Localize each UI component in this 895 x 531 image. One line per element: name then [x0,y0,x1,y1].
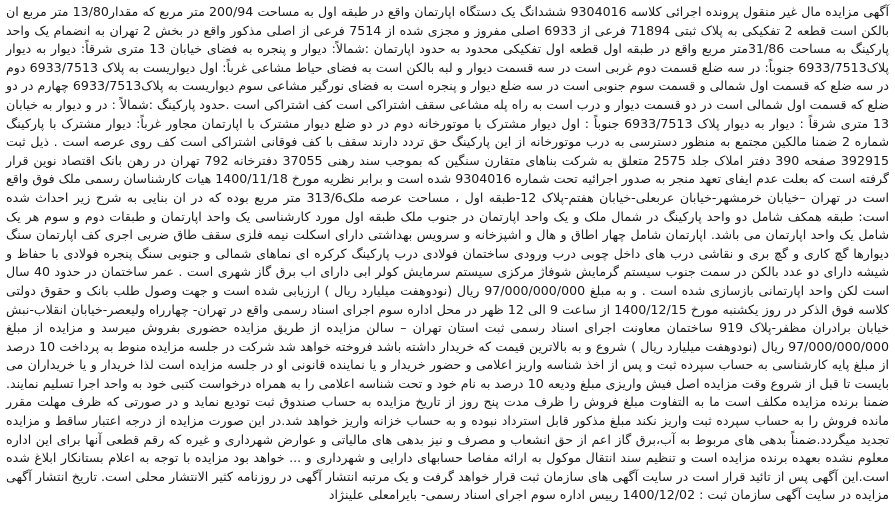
notice-body: آگهی مزایده مال غیر منقول پرونده اجرائی کلاسه 9304016 ششدانگ یک دستگاه اپارتمان واقع در طبقه اول به مساحت 200/94 متر مربع که مقدار13/80 متر مربع ان بالکن است قطعه 2 تفکیکی به پلاک ثبتی 71894 فرعی از 6933 اصلی مفروز و مجزی شده از 7514 فرعی از اصلی مذکور واقع در بخش 2 تهران به انضمام یک واحد پارکینگ به مساحت 31/86متر مربع واقع در طبقه اول قطعه اول تفکیکی محدود به حدود اپارتمان :شمالاً: دیوار و پنجره به فضای خیابان 13 متری شرقاً: دیوار به دیوار پلاک6933/7513 جنوباً: در سه ضلع قسمت دوم غربی است در سه قسمت دیوار و لبه بالکن است به فضای حیاط مشاعی غرباً: اول دیواریست به پلاک 6933/7513 دوم در سه ضلع که قسمت اول شمالی و قسمت سوم جنوبی است در سه ضلع دیوار و پنجره است به فضای نورگیر مشاعی سوم دیواریست به پلاک6933/7513 چهارم در دو ضلع که قسمت اول شمالی است در دو قسمت دیوار و درب است به راه پله مشاعی سقف اشتراکی است کف اشتراکی است .حدود پارکینگ :شمالاً : در و دیوار به خیابان 13 متری شرقاً : دیوار به دیوار پلاک 6933/7513 جنوباً : اول دیوار مشترک با موتورخانه دوم در دو ضلع دیوار مشترک با اپارتمان مجاور غرباً: دیوار مشترک با پارکینگ شماره 2 ضمنا مالکین مجتمع به منظور دسترسی به درب موتورخانه از این پارکینگ حق تردد دارند سقف با کف فوقانی اشتراکی است کف روی عرصه است . ذیل ثبت 392915 صفحه 390 دفتر املاک جلد 2575 متعلق به شرکت بناهای متقارن سنگین که بموجب سند رهنی 37055 دفترخانه 792 تهران در رهن بانک اقتصاد نوین قرار گرفته است که بعلت عدم ایفای تعهد منجر به صدور اجرائیه تحت شماره 9304016 شده است و برابر نظریه مورخ 1400/11/18 هیات کارشناسان رسمی ملک فوق واقع است در تهران –خیابان خرمشهر-خیابان عربعلی-خیابان هفتم-پلاک 12-طبقه اول ، مساحت عرصه ملک313/6 متر مربع بوده که در ان بنایی به شرح زیر احداث شده است: طبقه همکف شامل دو واحد پارکینگ در شمال ملک و یک واحد اپارتمان در جنوب ملک طبقه اول مورد کارشناسی یک واحد اپارتمان و طبقات دوم و سوم هر یک شامل یک واحد اپارتمان می باشد. اپارتمان شامل چهار اطاق و هال و اشپزخانه و سرویس بهداشتی دارای اسکلت نیمه فلزی سقف طاق ضربی اجری کف اپارتمان سنگ دیوارها گچ کاری و گچ بری و نقاشی درب های داخل چوبی درب ورودی ساختمان فولادی درب پارکینگ کرکره ای نماهای شمالی و جنوبی سنگ پنجره فولادی با حفاظ و شیشه دارای دو عدد بالکن در سمت جنوب سیستم گرمایش شوفاژ مرکزی سیستم سرمایش کولر ابی دارای اب برق گاز شهری است . عمر ساختمان در حدود 40 سال است لکن واحد اپارتمانی بازسازی شده است . و به مبلغ 97/000/000/000 ریال (نودوهفت میلیارد ریال ) ارزیابی شده است و جهت وصول طلب بانک و حقوق دولتی کلاسه فوق الذکر در روز یکشنبه مورخ 1400/12/15 از ساعت 9 الی 12 ظهر در محل اداره سوم اجرای اسناد رسمی واقع در تهران- چهارراه ولیعصر-خیابان انقلاب-نبش خیابان برادران مظفر-پلاک 919 ساختمان معاونت اجرای اسناد رسمی ثبت استان تهران – سالن مزایده از طریق مزایده حضوری بفروش میرسد و مزایده از مبلغ 97/000/000/000 ریال (نودوهفت میلیارد ریال ) شروع و به بالاترین قیمت که خریدار داشته باشد فروخته خواهد شد شرکت در جلسه مزایده منوط به پرداخت 10 درصد از مبلغ پایه کارشناسی به حساب سپرده ثبت و پس از اخذ شناسه واریز اعلامی و حضور خریدار و یا نماینده قانونی او در جلسه مزایده است لذا خریدار و یا خریداران می بایست تا قبل از شروع وقت مزایده اصل فیش واریزی مبلغ ودیعه 10 درصد به نام خود و تحت شناسه اعلامی را به همراه درخواست کتبی خود به واحد اجرا تسلیم نمایند. ضمنا برنده مزایده مکلف است ما به التفاوت مبلغ فروش را ظرف مدت پنج روز از تاریخ مزایده به حساب صندوق ثبت تودیع نماید و در صورتی که ظرف مهلت مقرر مانده فروش را به حساب سپرده ثبت واریز نکند مبلغ مذکور قابل استرداد نبوده و به حساب خزانه واریز خواهد شد.در این صورت مزایده از درجه اعتبار ساقط و مزایده تجدید میگردد.ضمناً بدهی های مربوط به آب،برق گاز اعم از حق انشعاب و مصرف و نیز بدهی های مالیاتی و عوارض شهرداری و غیره که رقم قطعی آنها برای این اداره معلوم نشده بعهده برنده مزایده است و تنظیم سند انتقال موکول به ارائه مفاصا حسابهای دارایی و شهرداری و ... خواهد بود مزایده با توجه به اعلام بستانکار ابلاغ شده است.این آگهی پس از تائید قرار است در سایت آگهی های سازمان ثبت قرار خواهد گرفت و یک مرتبه انتشار آگهی در روزنامه کثیر الانتشار محلی است. تاریخ انتشار آگهی مزایده در سایت آگهی سازمان ثبت : 1400/12/02 رییس اداره سوم اجرای اسناد رسمی- بایرامعلی علینژاد [6,4,890,503]
